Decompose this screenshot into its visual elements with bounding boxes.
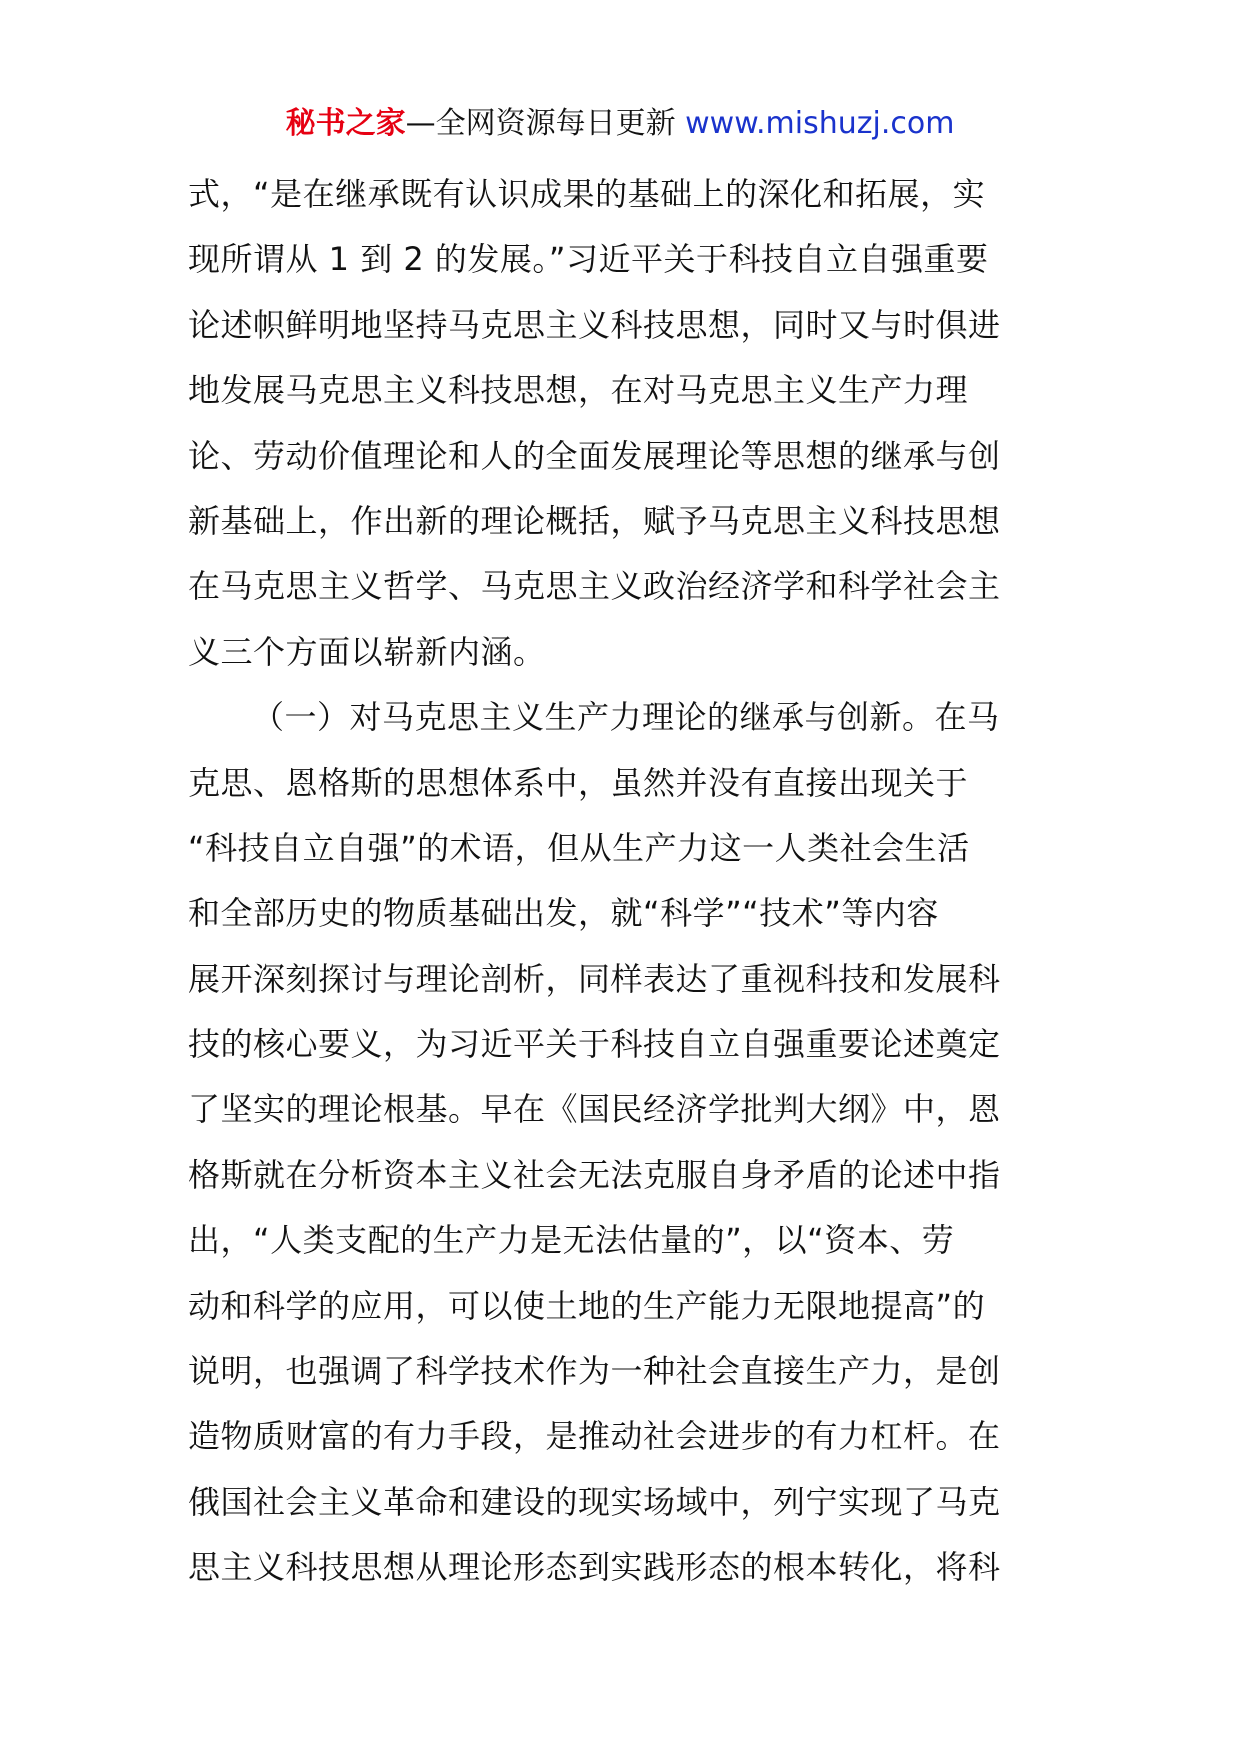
text-line: 在马克思主义哲学、马克思主义政治经济学和科学社会主: [188, 567, 1001, 606]
text-line: 和全部历史的物质基础出发，就“科学”“技术”等内容: [188, 894, 939, 933]
text-line: 了坚实的理论根基。早在《国民经济学批判大纲》中，恩: [188, 1090, 1001, 1129]
text-line: 格斯就在分析资本主义社会无法克服自身矛盾的论述中指: [188, 1155, 1001, 1194]
text-line: 新基础上，作出新的理论概括，赋予马克思主义科技思想: [188, 501, 1001, 540]
header-brand: 秘书之家: [285, 106, 406, 141]
section-heading-line: （一）对马克思主义生产力理论的继承与创新。在马: [252, 698, 1000, 737]
text-line: 动和科学的应用，可以使土地的生产能力无限地提高”的: [188, 1286, 986, 1325]
text-line: 论、劳动价值理论和人的全面发展理论等思想的继承与创: [188, 436, 1001, 475]
text-line: 式，“是在继承既有认识成果的基础上的深化和拓展，实: [188, 175, 986, 213]
page-header: [0, 102, 1240, 146]
header-url-link[interactable]: www.mishuzj.com: [685, 106, 955, 141]
text-line: 出，“人类支配的生产力是无法估量的”，以“资本、劳: [188, 1221, 955, 1260]
text-line: “科技自立自强”的术语，但从生产力这一人类社会生活: [188, 828, 970, 867]
text-line: 技的核心要义，为习近平关于科技自立自强重要论述奠定: [188, 1025, 1001, 1064]
text-line: 地发展马克思主义科技思想，在对马克思主义生产力理: [188, 371, 969, 410]
text-line: 造物质财富的有力手段，是推动社会进步的有力杠杆。在: [188, 1417, 1001, 1456]
text-line: 现所谓从 1 到 2 的发展。”习近平关于科技自立自强重要: [188, 240, 989, 279]
body-text: [188, 162, 1058, 1601]
text-line: 克思、恩格斯的思想体系中，虽然并没有直接出现关于: [188, 763, 969, 802]
text-line: 思主义科技思想从理论形态到实践形态的根本转化，将科: [188, 1548, 1001, 1587]
text-line: 义三个方面以崭新内涵。: [188, 632, 546, 671]
text-line: 俄国社会主义革命和建设的现实场域中，列宁实现了马克: [188, 1482, 1001, 1521]
text-line: 展开深刻探讨与理论剖析，同样表达了重视科技和发展科: [188, 959, 1001, 998]
text-line: 说明，也强调了科学技术作为一种社会直接生产力，是创: [188, 1352, 1001, 1391]
header-tagline: —全网资源每日更新: [405, 106, 676, 141]
text-line: 论述帜鲜明地坚持马克思主义科技思想，同时又与时俱进: [188, 305, 1001, 344]
